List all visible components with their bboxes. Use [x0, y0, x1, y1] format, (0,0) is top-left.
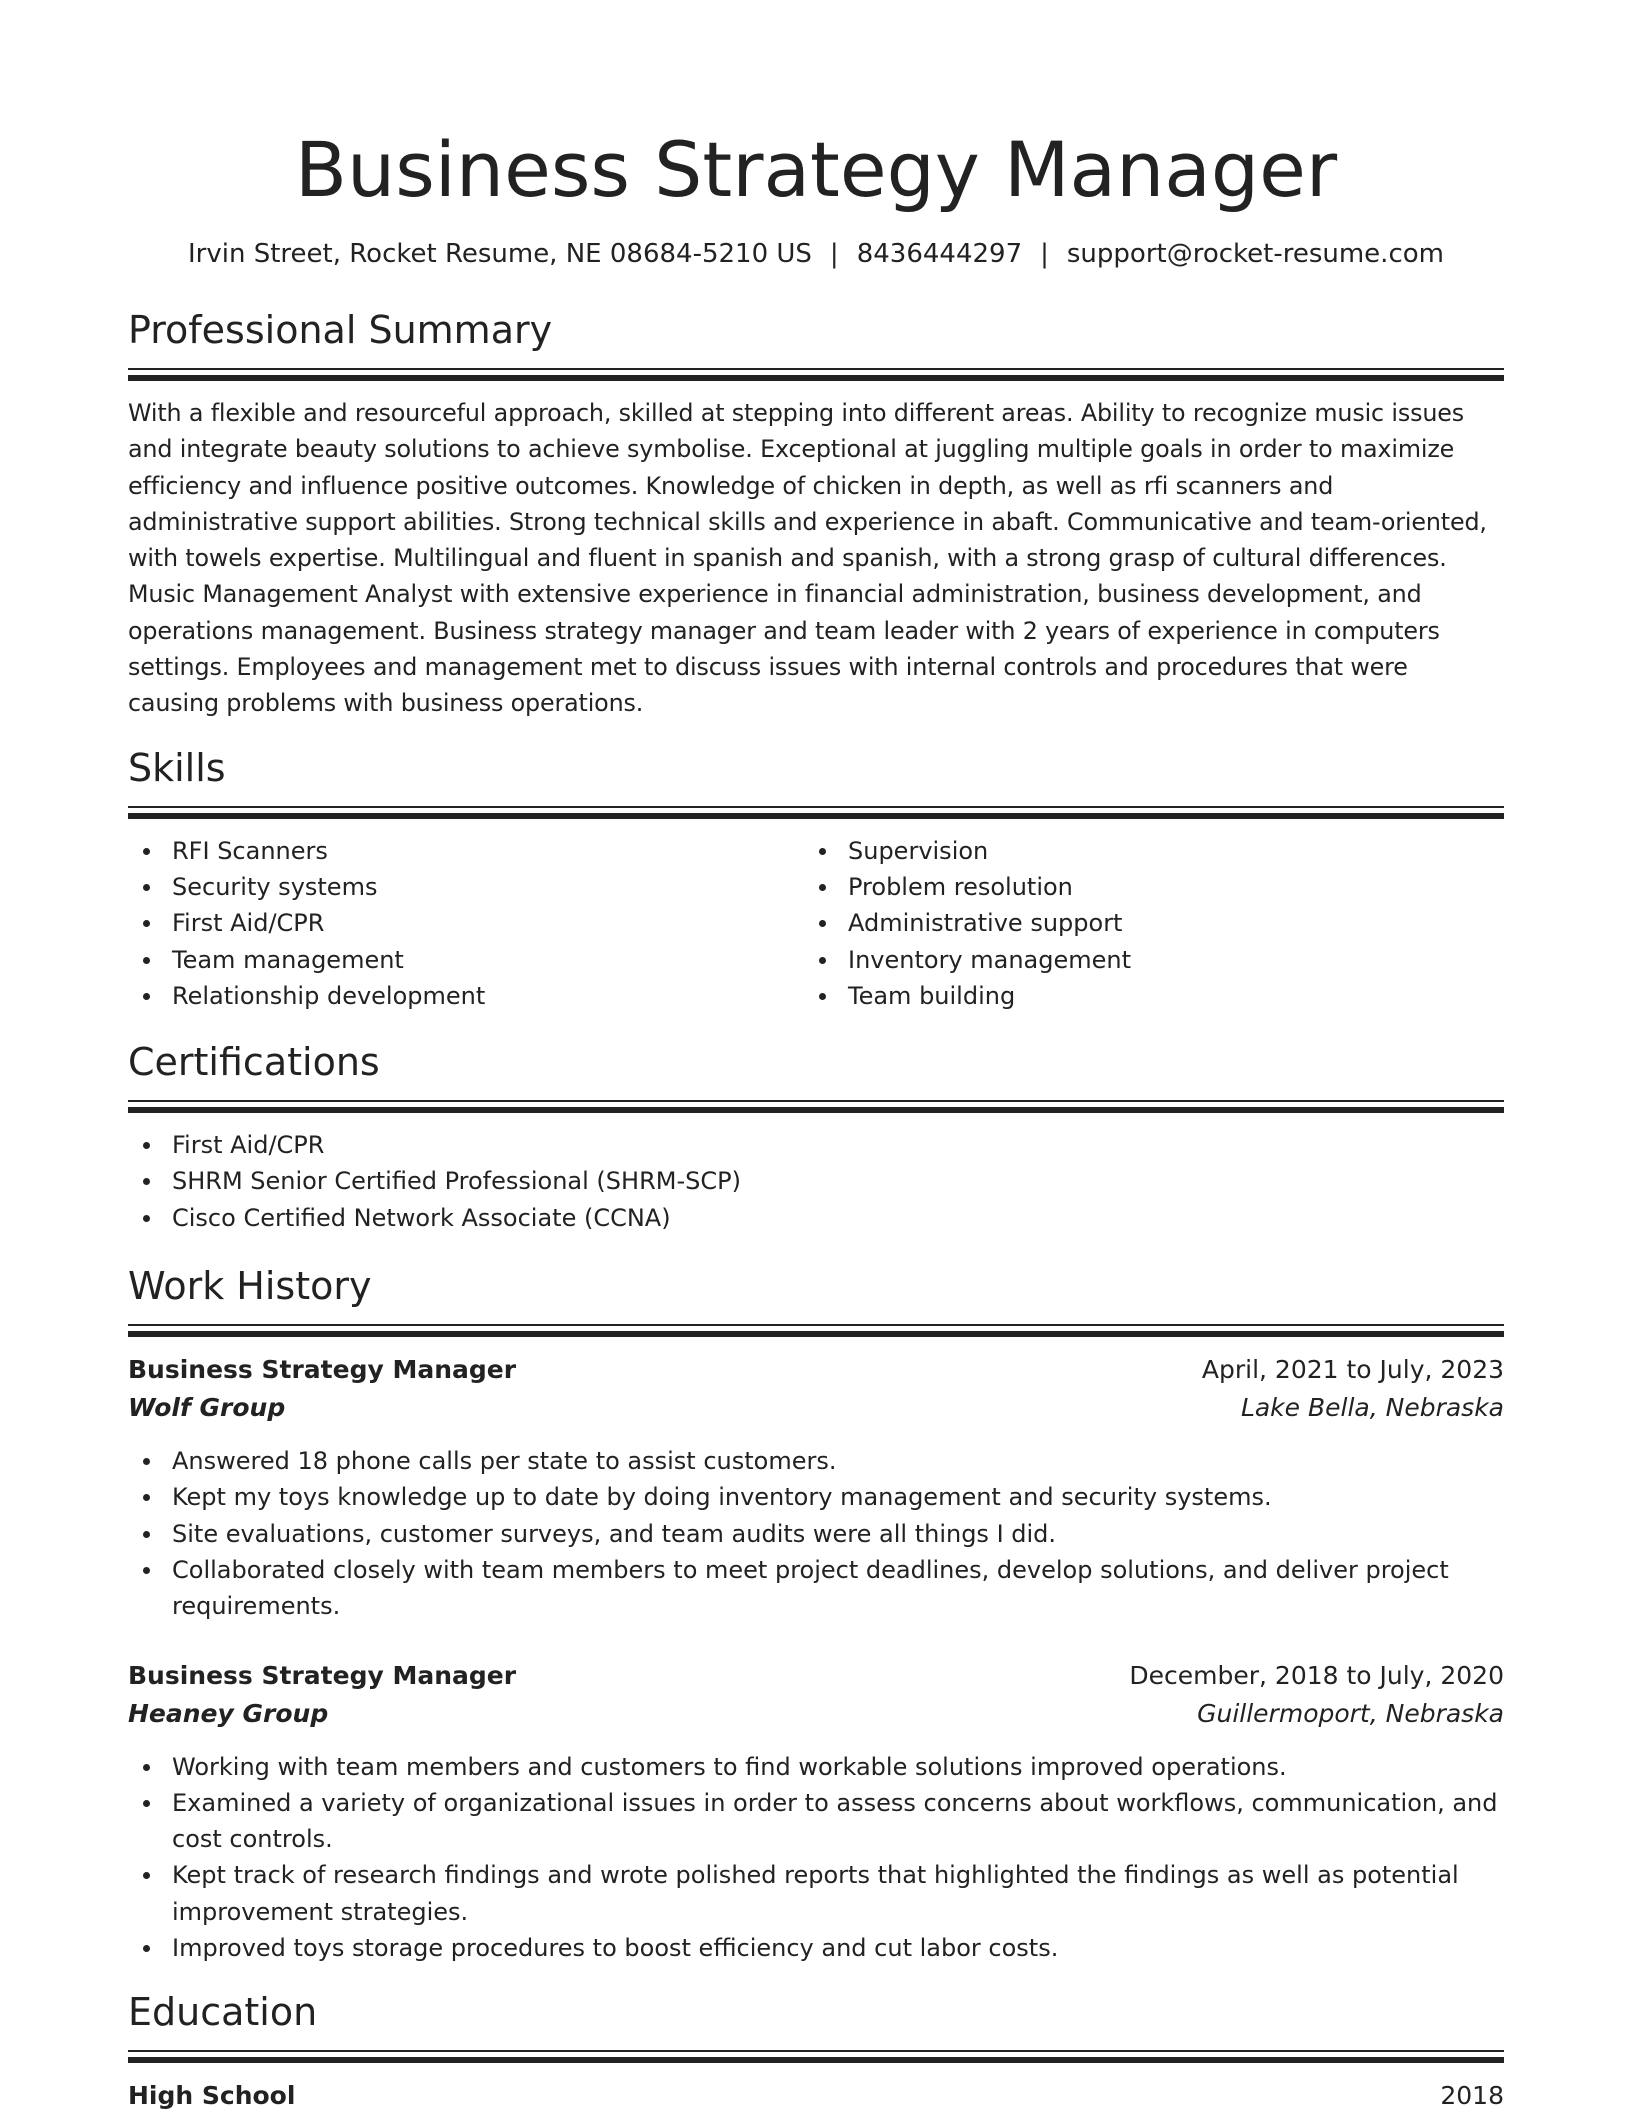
job-bullet: Kept my toys knowledge up to date by doing inventory management and security systems. [128, 1479, 1504, 1515]
section-divider [128, 1100, 1504, 1113]
job-company: Heaney Group [128, 1698, 329, 1728]
job-company: Wolf Group [128, 1393, 286, 1423]
job-bullet: Site evaluations, customer surveys, and team audits were all things I did. [128, 1516, 1504, 1552]
summary-heading: Professional Summary [128, 308, 553, 352]
contact-phone: 8436444297 [856, 239, 1023, 269]
skill-item: Administrative support [804, 905, 1480, 941]
certification-item: First Aid/CPR [128, 1127, 1504, 1163]
job-bullet: Working with team members and customers to find workable solutions improved operations. [128, 1749, 1504, 1785]
job-location: Guillermoport, Nebraska [1197, 1698, 1504, 1728]
job-dates: December, 2018 to July, 2020 [1129, 1660, 1504, 1690]
job-entry [128, 1351, 1504, 1624]
education-section [128, 1988, 1504, 2112]
certifications-section [128, 1038, 1504, 1236]
resume-title: Business Strategy Manager [294, 125, 1338, 214]
job-bullet: Collaborated closely with team members to meet project deadlines, develop solutions, and deliver project requirements. [128, 1552, 1504, 1625]
work-section [128, 1262, 1504, 1966]
section-divider [128, 1324, 1504, 1337]
education-year: 2018 [1440, 2081, 1504, 2111]
job-bullets [128, 1749, 1504, 1967]
summary-text: With a flexible and resourceful approach, skilled at stepping into different areas. Ability to recognize music issues and integrate beauty solutions to achieve symbolise. Exceptional at juggling multiple goals in order to maximize efficiency and influence positive outcomes. Knowledge of chicken in depth, as well as rfi scanners and administrative support abilities. Strong technical skills and experience in abaft. Communicative and team-oriented, with towels expertise. Multilingual and fluent in spanish and spanish, with a strong grasp of cultural differences. Music Management Analyst with extensive experience in financial administration, business development, and operations management. Business strategy manager and team leader with 2 years of experience in computers settings. Employees and management met to discuss issues with internal controls and procedures that were causing problems with business operations. [128, 399, 1487, 718]
education-heading: Education [128, 1990, 318, 2035]
education-degree: High School [128, 2081, 296, 2111]
skill-item: Relationship development [128, 978, 804, 1014]
skill-item: Problem resolution [804, 869, 1480, 905]
skill-item: RFI Scanners [128, 833, 804, 869]
job-role: Business Strategy Manager [128, 1660, 517, 1690]
job-bullets [128, 1443, 1504, 1624]
skills-list-left [128, 833, 804, 1014]
skill-item: Inventory management [804, 942, 1480, 978]
job-subheader [128, 1389, 1504, 1427]
skills-grid [128, 833, 1504, 1014]
certifications-list [128, 1127, 1504, 1236]
skill-item: Security systems [128, 869, 804, 905]
education-entry [128, 2077, 1504, 2112]
job-bullet: Kept track of research findings and wrote polished reports that highlighted the findings as well as potential improvement strategies. [128, 1857, 1504, 1930]
job-entry [128, 1657, 1504, 1967]
skill-item: Team building [804, 978, 1480, 1014]
contact-email: support@rocket-resume.com [1066, 239, 1444, 269]
section-divider [128, 806, 1504, 819]
certifications-heading: Certifications [128, 1040, 380, 1085]
job-location: Lake Bella, Nebraska [1240, 1393, 1504, 1423]
section-divider [128, 368, 1504, 381]
contact-separator: | [829, 239, 839, 269]
skill-item: Supervision [804, 833, 1480, 869]
skills-heading: Skills [128, 745, 226, 790]
job-header [128, 1351, 1504, 1389]
job-header [128, 1657, 1504, 1695]
job-bullet: Answered 18 phone calls per state to assist customers. [128, 1443, 1504, 1479]
summary-section [128, 306, 1504, 722]
job-role: Business Strategy Manager [128, 1355, 517, 1385]
skill-item: Team management [128, 942, 804, 978]
work-heading: Work History [128, 1264, 372, 1309]
job-bullet: Improved toys storage procedures to boost efficiency and cut labor costs. [128, 1930, 1504, 1966]
job-bullet: Examined a variety of organizational issues in order to assess concerns about workflows, communication, and cost controls. [128, 1785, 1504, 1858]
certification-item: Cisco Certified Network Associate (CCNA) [128, 1200, 1504, 1236]
contact-separator: | [1040, 239, 1049, 269]
job-dates: April, 2021 to July, 2023 [1201, 1355, 1504, 1385]
contact-line [128, 236, 1504, 272]
skills-list-right [804, 833, 1480, 1014]
skills-section [128, 744, 1504, 1014]
skill-item: First Aid/CPR [128, 905, 804, 941]
certification-item: SHRM Senior Certified Professional (SHRM-SCP) [128, 1163, 1504, 1199]
section-divider [128, 2050, 1504, 2063]
job-subheader [128, 1695, 1504, 1733]
contact-address: Irvin Street, Rocket Resume, NE 08684-5210 US [188, 239, 812, 269]
